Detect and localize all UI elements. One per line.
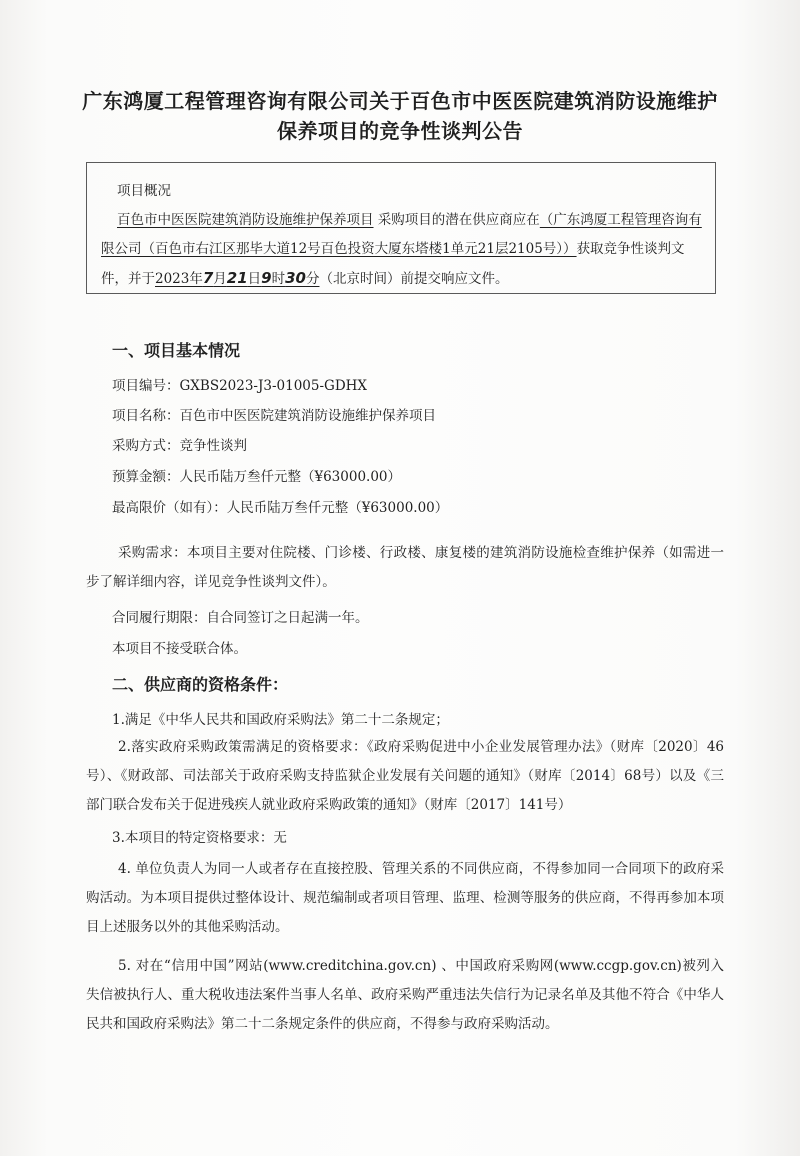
overview-location: （广东鸿厦工程管理咨询有限公司（百色市右江区那毕大道12号百色投资大厦东塔楼1单元21层2105号）） bbox=[101, 212, 702, 257]
procurement-method: 采购方式：竞争性谈判 bbox=[112, 438, 247, 454]
contract-period: 合同履行期限：自合同签订之日起满一年。 bbox=[112, 610, 369, 626]
title-line-2: 保养项目的竞争性谈判公告 bbox=[277, 119, 523, 143]
max-price: 最高限价（如有）：人民币陆万叁仟元整（¥63000.00） bbox=[112, 500, 449, 516]
deadline-month-unit: 月 bbox=[213, 271, 227, 287]
deadline-day-unit: 日 bbox=[247, 271, 262, 287]
overview-heading: 项目概况 bbox=[117, 183, 171, 199]
qualification-item-1: 1.满足《中华人民共和国政府采购法》第二十二条规定； bbox=[112, 712, 449, 728]
overview-deadline bbox=[155, 271, 319, 287]
deadline-minute-unit: 分 bbox=[305, 271, 320, 287]
overview-text-1: 采购项目的潜在供应商应在 bbox=[373, 212, 540, 228]
deadline-year: 2023年 bbox=[155, 271, 203, 287]
qualification-item-3: 3.本项目的特定资格要求：无 bbox=[112, 830, 287, 846]
announcement-title bbox=[60, 86, 740, 146]
qualification-item-5: 5. 对在“信用中国”网站(www.creditchina.gov.cn) 、中国政府采购网(www.ccgp.gov.cn)被列入失信被执行人、重大税收违法案件当事人名单、政府采购严重违法失信行为记录名单及其他不符合《中华人民共和国政府采购法》第二十二条规定条件的供应商，不得参与政府采购活动。 bbox=[86, 958, 724, 1032]
project-number: 项目编号：GXBS2023-J3-01005-GDHX bbox=[112, 378, 368, 394]
overview-text-3: （北京时间）前提交响应文件。 bbox=[319, 271, 509, 287]
section-2-heading: 二、供应商的资格条件： bbox=[112, 675, 289, 694]
procurement-demand: 采购需求：本项目主要对住院楼、门诊楼、行政楼、康复楼的建筑消防设施检查维护保养（如需进一步了解详细内容，详见竞争性谈判文件）。 bbox=[86, 545, 724, 590]
deadline-hour: 9 bbox=[261, 269, 272, 287]
deadline-day: 21 bbox=[226, 269, 248, 287]
overview-body bbox=[101, 206, 703, 294]
deadline-hour-unit: 时 bbox=[271, 271, 286, 287]
consortium-note: 本项目不接受联合体。 bbox=[112, 641, 247, 657]
overview-text-2: 获取竞争性谈判文件，并于 bbox=[101, 241, 685, 287]
overview-project-name: 百色市中医医院建筑消防设施维护保养项目 bbox=[117, 212, 374, 228]
title-line-1: 广东鸿厦工程管理咨询有限公司关于百色市中医医院建筑消防设施维护 bbox=[82, 89, 718, 113]
qualification-item-4: 4. 单位负责人为同一人或者存在直接控股、管理关系的不同供应商，不得参加同一合同项下的政府采购活动。为本项目提供过整体设计、规范编制或者项目管理、监理、检测等服务的供应商，不得再参加本项目上述服务以外的其他采购活动。 bbox=[86, 861, 724, 935]
deadline-minute: 30 bbox=[285, 269, 306, 287]
project-name: 项目名称：百色市中医医院建筑消防设施维护保养项目 bbox=[112, 408, 436, 424]
section-1-heading: 一、项目基本情况 bbox=[112, 341, 241, 360]
project-overview-box bbox=[86, 162, 716, 294]
budget-amount: 预算金额：人民币陆万叁仟元整（¥63000.00） bbox=[112, 469, 402, 485]
deadline-month: 7 bbox=[202, 269, 214, 287]
qualification-item-2: 2.落实政府采购政策需满足的资格要求：《政府采购促进中小企业发展管理办法》（财库〔2020〕46号）、《财政部、司法部关于政府采购支持监狱企业发展有关问题的通知》（财库〔2014〕68号）以及《三部门联合发布关于促进残疾人就业政府采购政策的通知》（财库〔2017〕141号） bbox=[86, 739, 724, 813]
